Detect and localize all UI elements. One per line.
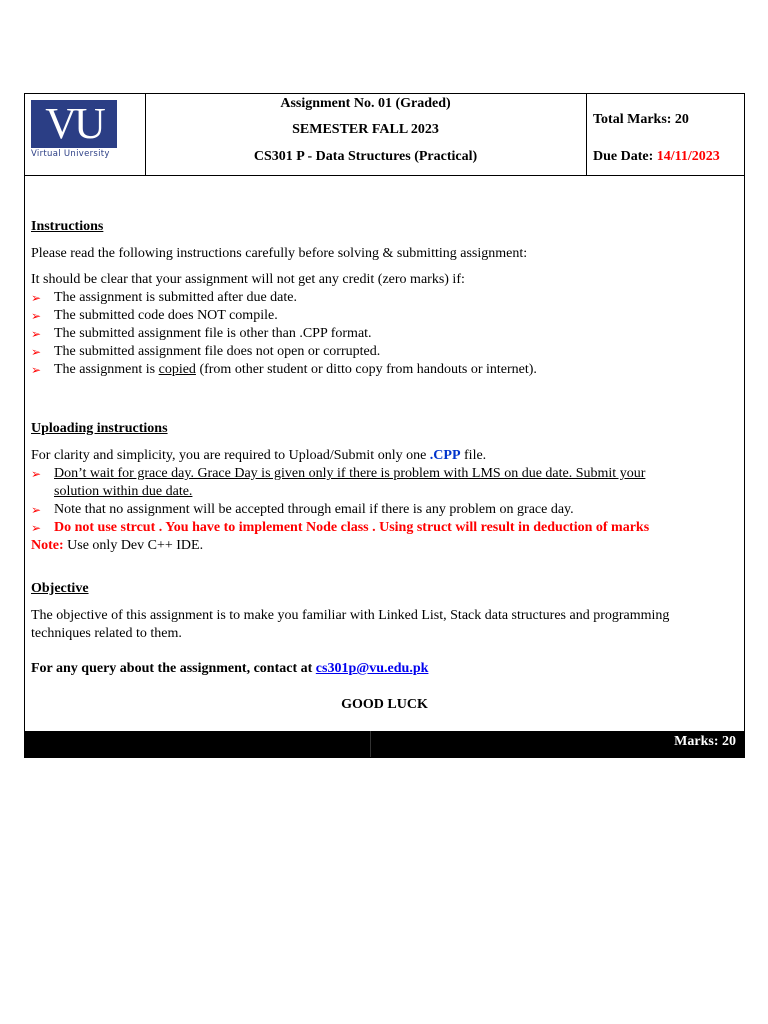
footer-left-cell <box>25 731 371 757</box>
logo-cell <box>25 94 146 175</box>
arrow-bullet-icon: ➢ <box>31 467 42 481</box>
assignment-title: Assignment No. 01 (Graded) <box>280 96 451 111</box>
title-cell <box>145 94 587 175</box>
instructions-intro: Please read the following instructions carefully before solving & submitting assignment: <box>31 246 528 261</box>
footer-marks: Marks: 20 <box>674 734 736 749</box>
credit-line: It should be clear that your assignment will not get any credit (zero marks) if: <box>31 272 465 287</box>
arrow-bullet-icon: ➢ <box>31 291 42 305</box>
assignment-document: VU Virtual University Assignment No. 01 (Graded) SEMESTER FALL 2023 CS301 P - Data Structures (Practical) Total Marks: 20 Due Date: 14/11/2023 Instructions Please read the following instructions carefully before solving & submitting assignment: It should be clear that your assignment will not get any credit (zero marks) if: ➢ The assignment is submitted after due date. ➢ The submitted code does NOT compile. ➢ The submitted assignment file is other than .CPP format. ➢ The submitted assignment file does not open or corrupted. ➢ The assignment is copied (from other student or ditto copy from handouts or internet). Uploading instructions For clarity and simplicity, you are required to Upload/Submit only one .CPP file. ➢ Don’t wait for grace day. Grace Day is given only if there is problem with LMS on due date. Submit your solution within due date. ➢ Note that no assignment will be accepted through email if there is any problem on grace day. ➢ Do not use strcut . You have to implement Node class . Using struct will result in deduction of marks Note: Use only Dev C++ IDE. Objective The objective of this assignment is to make you familiar with Linked List, Stack data structures and programming techniques related to them. For any query about the assignment, contact at cs301p@vu.edu.pk GOOD LUCK Marks: 20 <box>24 93 745 758</box>
arrow-bullet-icon: ➢ <box>31 309 42 323</box>
uploading-heading: Uploading instructions <box>31 421 168 436</box>
arrow-bullet-icon: ➢ <box>31 521 42 535</box>
document-header <box>25 94 744 176</box>
contact-email-link[interactable]: cs301p@vu.edu.pk <box>315 661 429 676</box>
course-title: CS301 P - Data Structures (Practical) <box>253 149 478 164</box>
arrow-bullet-icon: ➢ <box>31 345 42 359</box>
objective-line2: techniques related to them. <box>31 626 182 641</box>
logo-caption: Virtual University <box>31 149 110 159</box>
marks-cell <box>586 94 744 175</box>
note-line: Note: Use only Dev C++ IDE. <box>31 538 204 553</box>
contact-line: For any query about the assignment, contact at cs301p@vu.edu.pk <box>31 661 429 676</box>
objective-line1: The objective of this assignment is to make you familiar with Linked List, Stack data structures and programming <box>31 608 670 623</box>
note-label: Note: <box>31 538 64 553</box>
arrow-bullet-icon: ➢ <box>31 503 42 517</box>
vu-logo <box>31 100 117 148</box>
due-date-value: 14/11/2023 <box>656 149 720 164</box>
cpp-format: .CPP <box>429 448 461 463</box>
document-footer <box>25 731 744 757</box>
logo-text: VU <box>45 99 103 148</box>
due-date-row <box>593 149 720 165</box>
arrow-bullet-icon: ➢ <box>31 327 42 341</box>
uploading-intro: For clarity and simplicity, you are required to Upload/Submit only one .CPP file. <box>31 448 487 463</box>
good-luck: GOOD LUCK <box>341 697 428 712</box>
due-date-label: Due Date: <box>593 149 654 164</box>
total-marks: Total Marks: 20 <box>593 112 689 127</box>
semester-title: SEMESTER FALL 2023 <box>292 122 439 137</box>
instructions-heading: Instructions <box>31 219 104 234</box>
objective-heading: Objective <box>31 581 89 596</box>
copied-word: copied <box>158 362 196 377</box>
arrow-bullet-icon: ➢ <box>31 363 42 377</box>
